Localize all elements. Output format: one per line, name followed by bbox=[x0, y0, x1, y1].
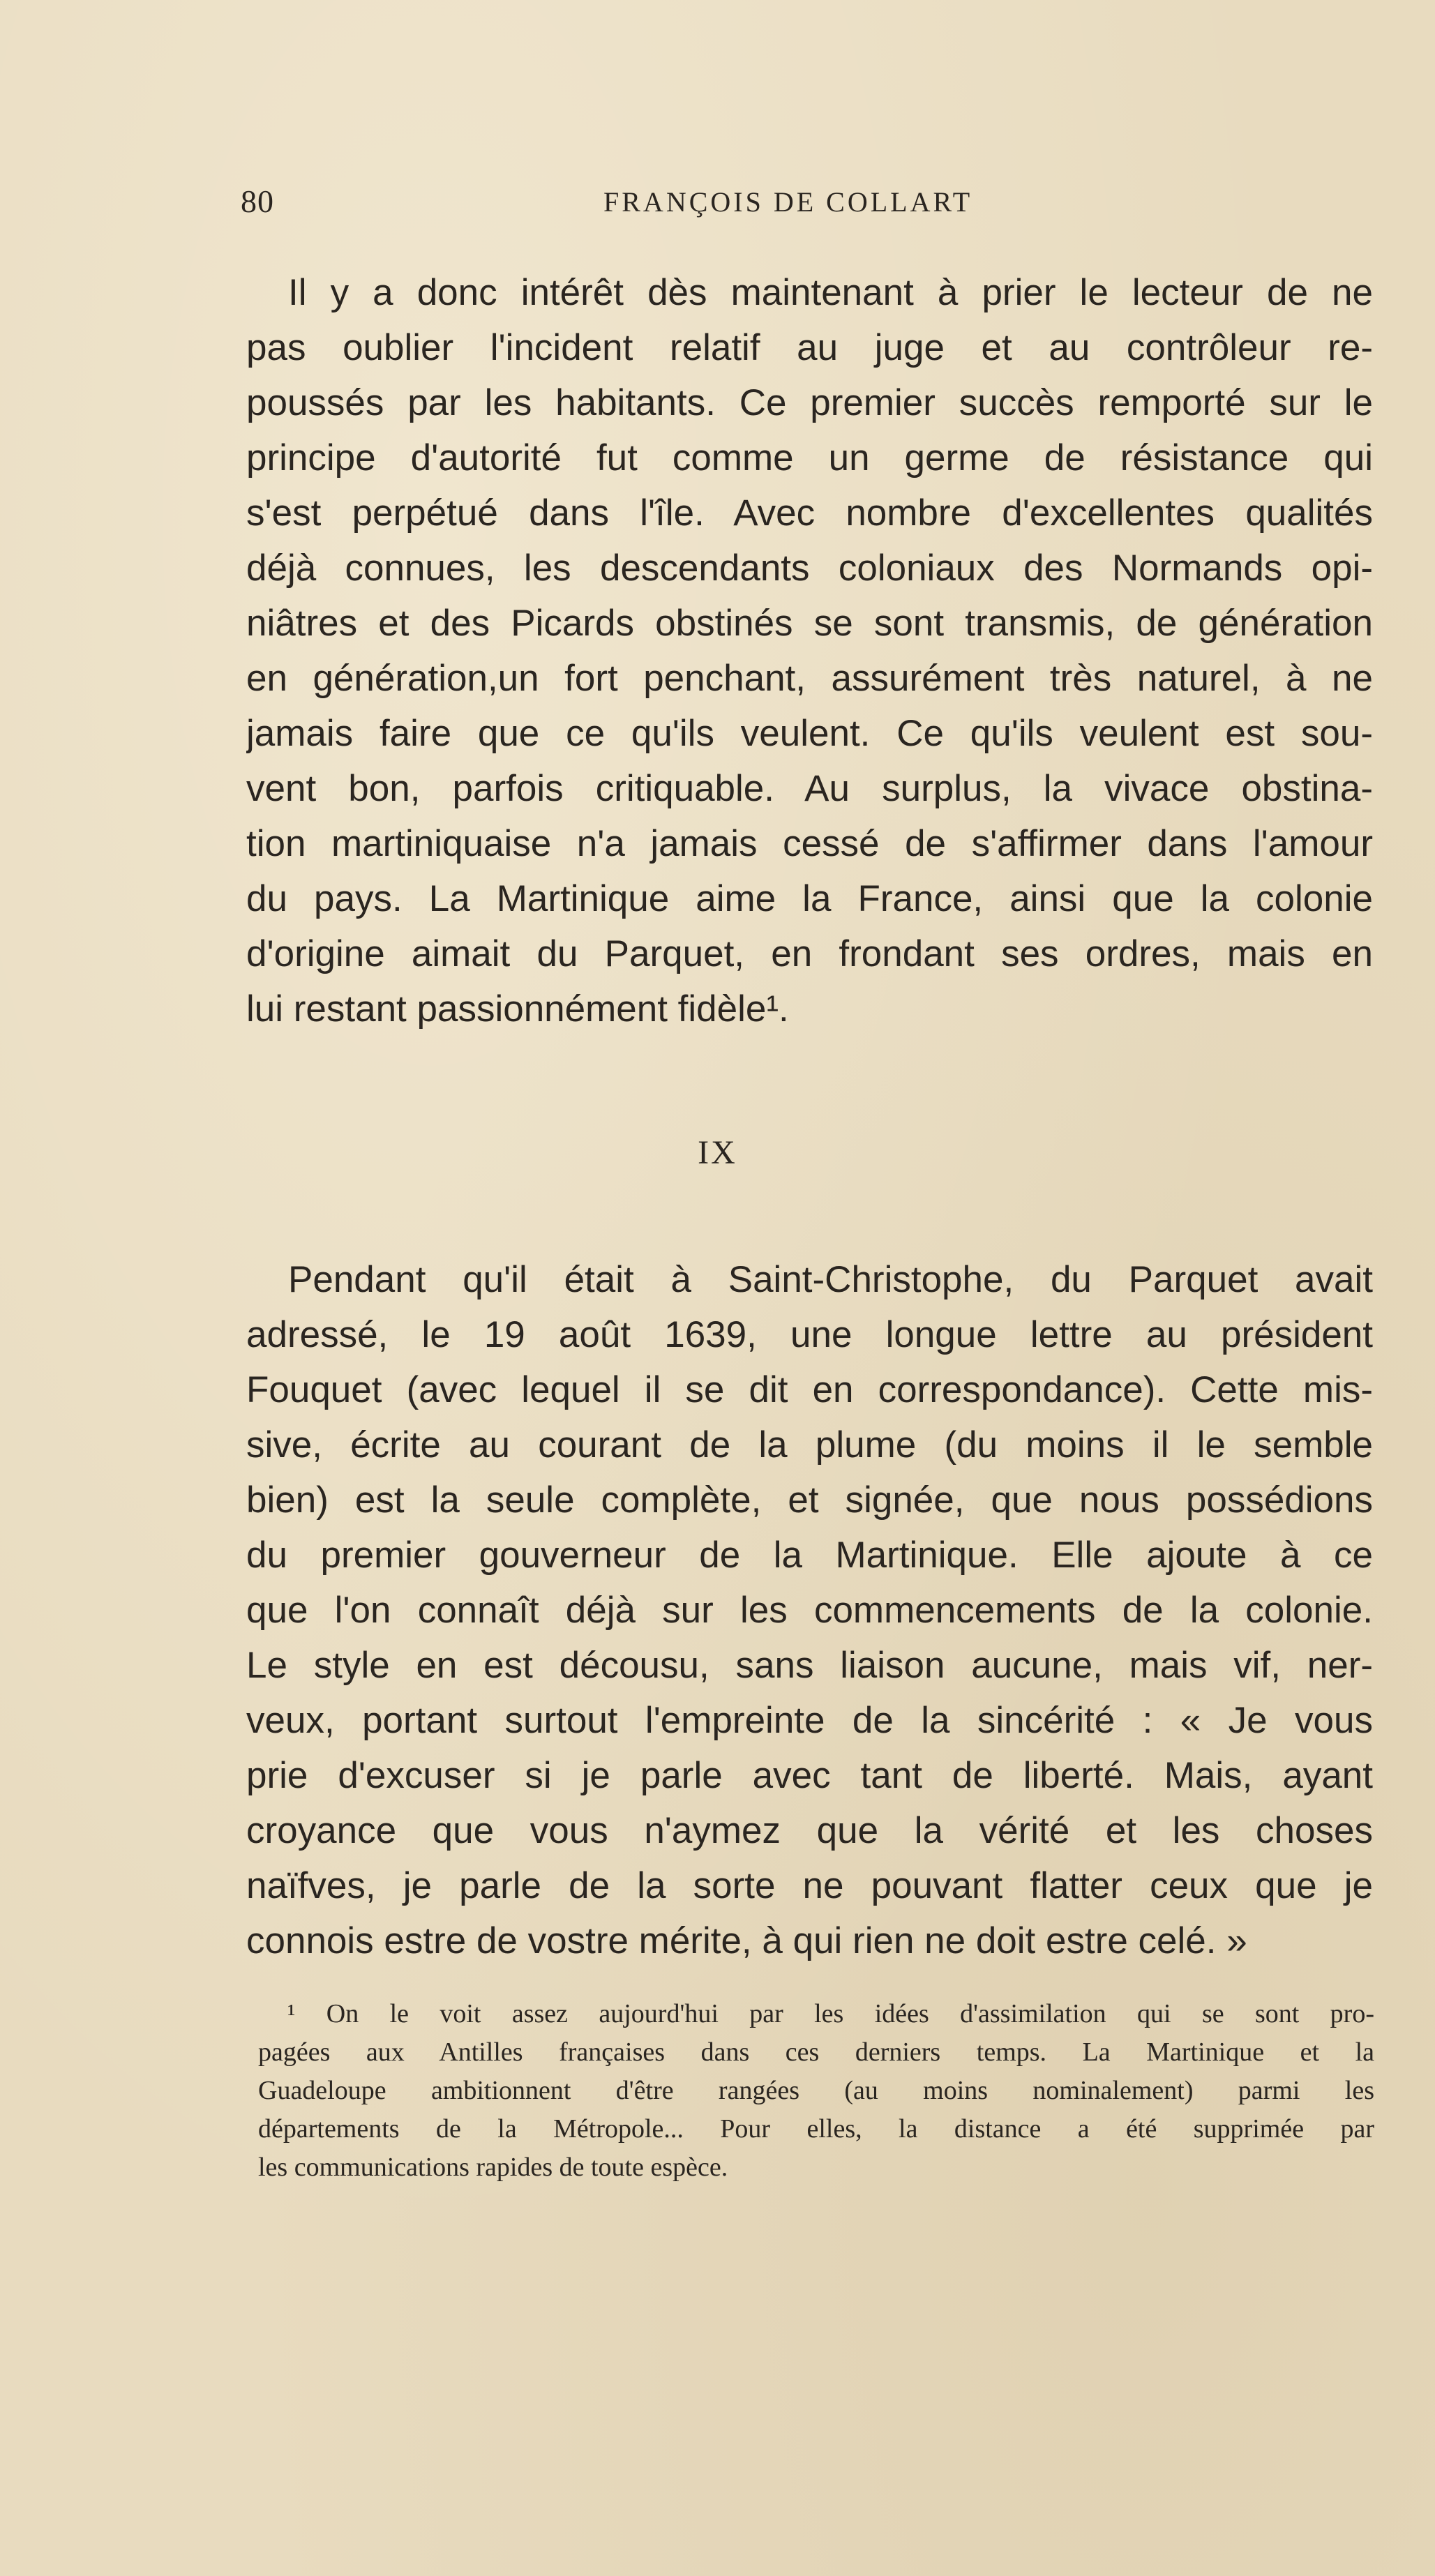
text-line: sive, écrite au courant de la plume (du moins il le semble bbox=[246, 1424, 1373, 1466]
text-line: en génération,un fort penchant, assurément très naturel, à ne bbox=[246, 658, 1373, 699]
text-line: connois estre de vostre mérite, à qui rien ne doit estre celé. » bbox=[246, 1920, 1247, 1961]
footnote-line: Guadeloupe ambitionnent d'être rangées (au moins nominalement) parmi les bbox=[258, 2076, 1374, 2105]
footnote-line: départements de la Métropole... Pour elles, la distance a été supprimée par bbox=[258, 2114, 1374, 2144]
text-line: lui restant passionnément fidèle¹. bbox=[246, 988, 789, 1030]
text-line: d'origine aimait du Parquet, en frondant ses ordres, mais en bbox=[246, 933, 1373, 974]
text-line: naïfves, je parle de la sorte ne pouvant flatter ceux que je bbox=[246, 1865, 1373, 1906]
text-line: Fouquet (avec lequel il se dit en correspondance). Cette mis- bbox=[246, 1369, 1373, 1410]
text-line: principe d'autorité fut comme un germe de résistance qui bbox=[246, 437, 1373, 479]
text-line: Le style en est décousu, sans liaison aucune, mais vif, ner- bbox=[246, 1645, 1373, 1686]
running-title: FRANÇOIS DE COLLART bbox=[603, 186, 973, 218]
section-heading: IX bbox=[698, 1134, 737, 1171]
text-line: du premier gouverneur de la Martinique. Elle ajoute à ce bbox=[246, 1535, 1373, 1576]
text-line: bien) est la seule complète, et signée, que nous possédions bbox=[246, 1479, 1373, 1521]
text-line: du pays. La Martinique aime la France, ainsi que la colonie bbox=[246, 878, 1373, 919]
text-line: croyance que vous n'aymez que la vérité et les choses bbox=[246, 1810, 1373, 1851]
running-head bbox=[241, 183, 1378, 225]
footnote-line: les communications rapides de toute espèce. bbox=[258, 2153, 728, 2182]
text-line: jamais faire que ce qu'ils veulent. Ce qu'ils veulent est sou- bbox=[246, 713, 1373, 754]
page-number: 80 bbox=[241, 183, 274, 219]
text-line: déjà connues, les descendants coloniaux des Normands opi- bbox=[246, 548, 1373, 589]
text-line: que l'on connaît déjà sur les commencements de la colonie. bbox=[246, 1590, 1373, 1631]
text-line: tion martiniquaise n'a jamais cessé de s'affirmer dans l'amour bbox=[246, 823, 1373, 864]
text-line: pas oublier l'incident relatif au juge et au contrôleur re- bbox=[246, 327, 1373, 368]
text-line: Pendant qu'il était à Saint-Christophe, du Parquet avait bbox=[288, 1259, 1373, 1300]
text-line: niâtres et des Picards obstinés se sont transmis, de génération bbox=[246, 603, 1373, 644]
paragraph-1 bbox=[246, 265, 1373, 1037]
text-line: adressé, le 19 août 1639, une longue lettre au président bbox=[246, 1314, 1373, 1355]
text-line: vent bon, parfois critiquable. Au surplus, la vivace obstina- bbox=[246, 768, 1373, 809]
footnote-line: ¹ On le voit assez aujourd'hui par les idées d'assimilation qui se sont pro- bbox=[287, 1999, 1374, 2028]
text-line: Il y a donc intérêt dès maintenant à prier le lecteur de ne bbox=[288, 272, 1373, 313]
text-line: poussés par les habitants. Ce premier succès remporté sur le bbox=[246, 382, 1373, 423]
text-line: s'est perpétué dans l'île. Avec nombre d'excellentes qualités bbox=[246, 492, 1373, 534]
footnote bbox=[258, 1995, 1374, 2187]
paragraph-2 bbox=[246, 1252, 1373, 1968]
text-line: veux, portant surtout l'empreinte de la sincérité : « Je vous bbox=[246, 1700, 1373, 1741]
text-line: prie d'excuser si je parle avec tant de liberté. Mais, ayant bbox=[246, 1755, 1373, 1796]
footnote-line: pagées aux Antilles françaises dans ces derniers temps. La Martinique et la bbox=[258, 2038, 1374, 2067]
